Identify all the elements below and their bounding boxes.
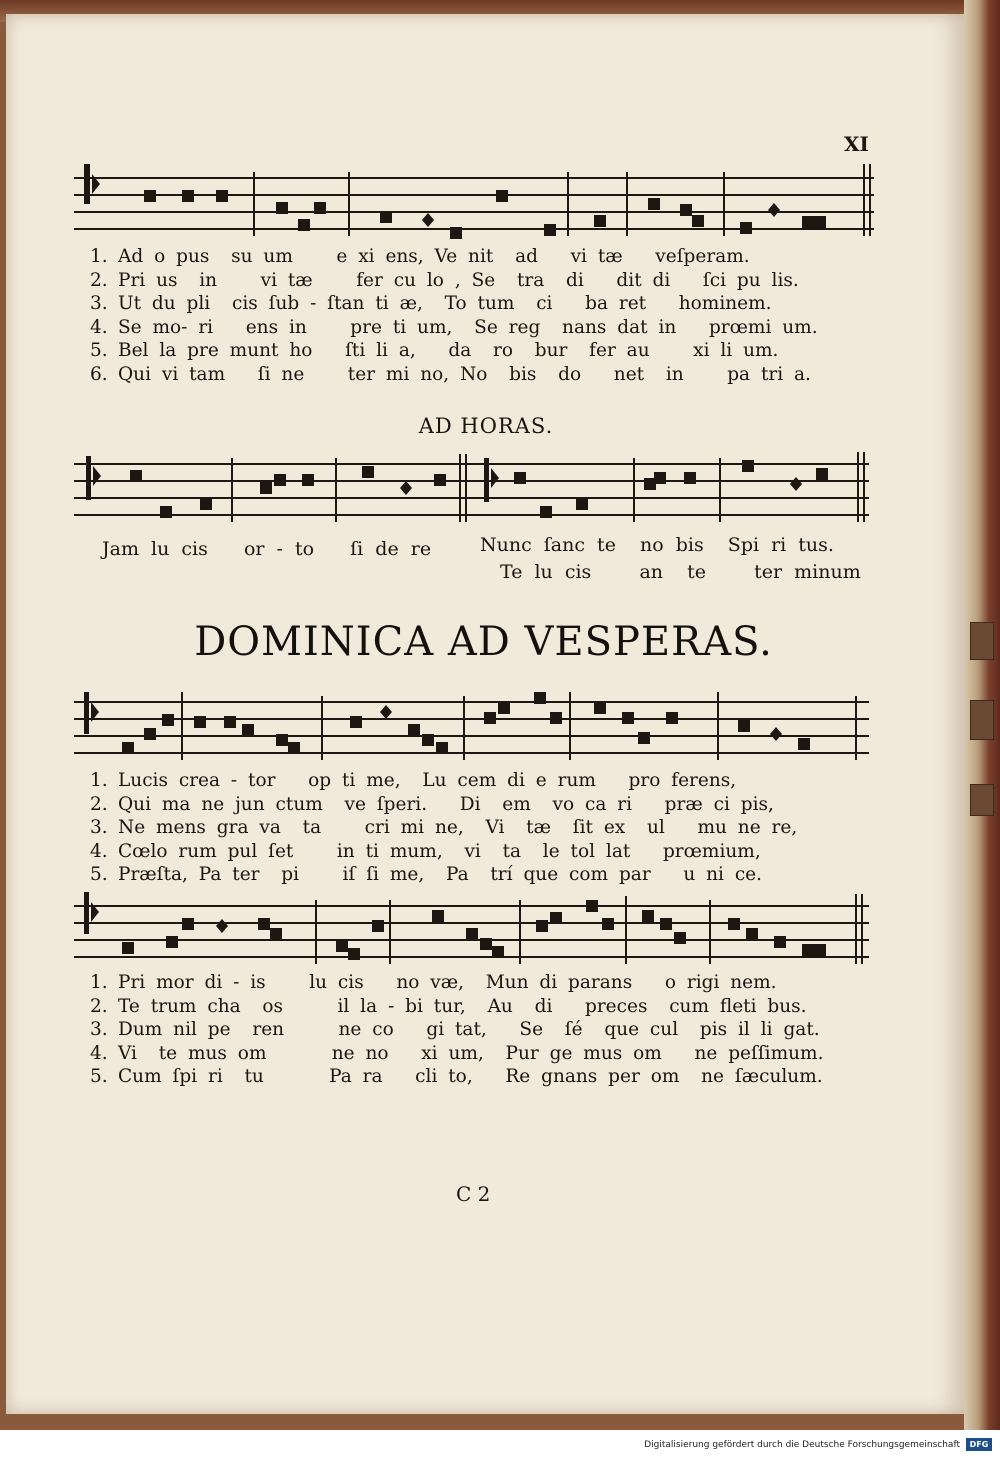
verse: 4. Cœlo rum pul ſet in ti mum, vi ta le tol lat prœmium,	[90, 840, 761, 862]
clasp-bottom	[970, 784, 994, 816]
ad-horas-title: AD HORAS.	[418, 414, 554, 438]
ad-horas-text-right: Nunc ſanc te no bis Spi ri tus.	[480, 534, 834, 556]
footer-bar	[0, 1430, 1000, 1459]
verse: 5. Bel la pre munt ho ſti li a, da ro bur fer au xi li um.	[90, 340, 779, 361]
ad-horas-text-right-2: Te lu cis an te ter minum	[500, 561, 861, 583]
dominica-title: DOMINICA AD VESPERAS.	[194, 619, 773, 665]
verse: 3. Dum nil pe ren ne co gi tat, Se ſé que cul pis il li gat.	[90, 1019, 820, 1040]
dominica-hymn-a-lyrics	[90, 770, 850, 888]
verse: 4. Se mo- ri ens in pre ti um, Se reg nans dat in prœmi um.	[90, 316, 818, 338]
verse: 3. Ut du pli cis ſub - ſtan ti æ, To tum ci ba ret hominem.	[90, 293, 772, 314]
page-number: XI	[844, 132, 869, 156]
verse: 2. Te trum cha os il la - bi tur, Au di preces cum fleti bus.	[90, 995, 807, 1017]
verse: 4. Vi te mus om ne no xi um, Pur ge mus om ne peſſimum.	[90, 1042, 824, 1064]
music-staff-ad-horas	[74, 446, 876, 528]
verse: 1. Ad o pus su um e xi ens, Ve nit ad vi tæ veſperam.	[90, 246, 750, 267]
music-staff-dominica-1	[74, 684, 876, 766]
verse: 2. Pri us in vi tæ fer cu lo , Se tra di dit di ſci pu lis.	[90, 269, 799, 291]
ad-horas-text-left: Jam lu cis or - to ſi de re	[102, 538, 432, 560]
verse: 2. Qui ma ne jun ctum ve ſperi. Di em vo ca ri præ ci pis,	[90, 793, 774, 815]
verse: 5. Cum ſpi ri tu Pa ra cli to, Re gnans per om ne ſæculum.	[90, 1066, 823, 1087]
music-staff-1	[74, 160, 876, 242]
signature-mark: C 2	[456, 1182, 491, 1206]
verse: 1. Pri mor di - is lu cis no væ, Mun di parans o rigi nem.	[90, 972, 777, 993]
dfg-logo-icon: DFG	[966, 1438, 992, 1451]
hymn-1-lyrics	[90, 246, 850, 387]
footer-credit: Digitalisierung gefördert durch die Deutsche Forschungsgemeinschaft	[644, 1440, 960, 1450]
book-page	[6, 14, 964, 1414]
verse: 5. Præſta, Pa ter pi iſ ſi me, Pa trí que com par u ni ce.	[90, 864, 763, 885]
verse: 3. Ne mens gra va ta cri mi ne, Vi tæ ſit ex ul mu ne re,	[90, 817, 798, 838]
clasp-top	[970, 622, 994, 660]
verse: 6. Qui vi tam ſi ne ter mi no, No bis do net in pa tri a.	[90, 363, 811, 385]
music-staff-dominica-2	[74, 888, 876, 970]
verse: 1. Lucis crea - tor op ti me, Lu cem di e rum pro ferens,	[90, 770, 737, 791]
dominica-hymn-b-lyrics	[90, 972, 850, 1090]
clasp-middle	[970, 700, 994, 740]
